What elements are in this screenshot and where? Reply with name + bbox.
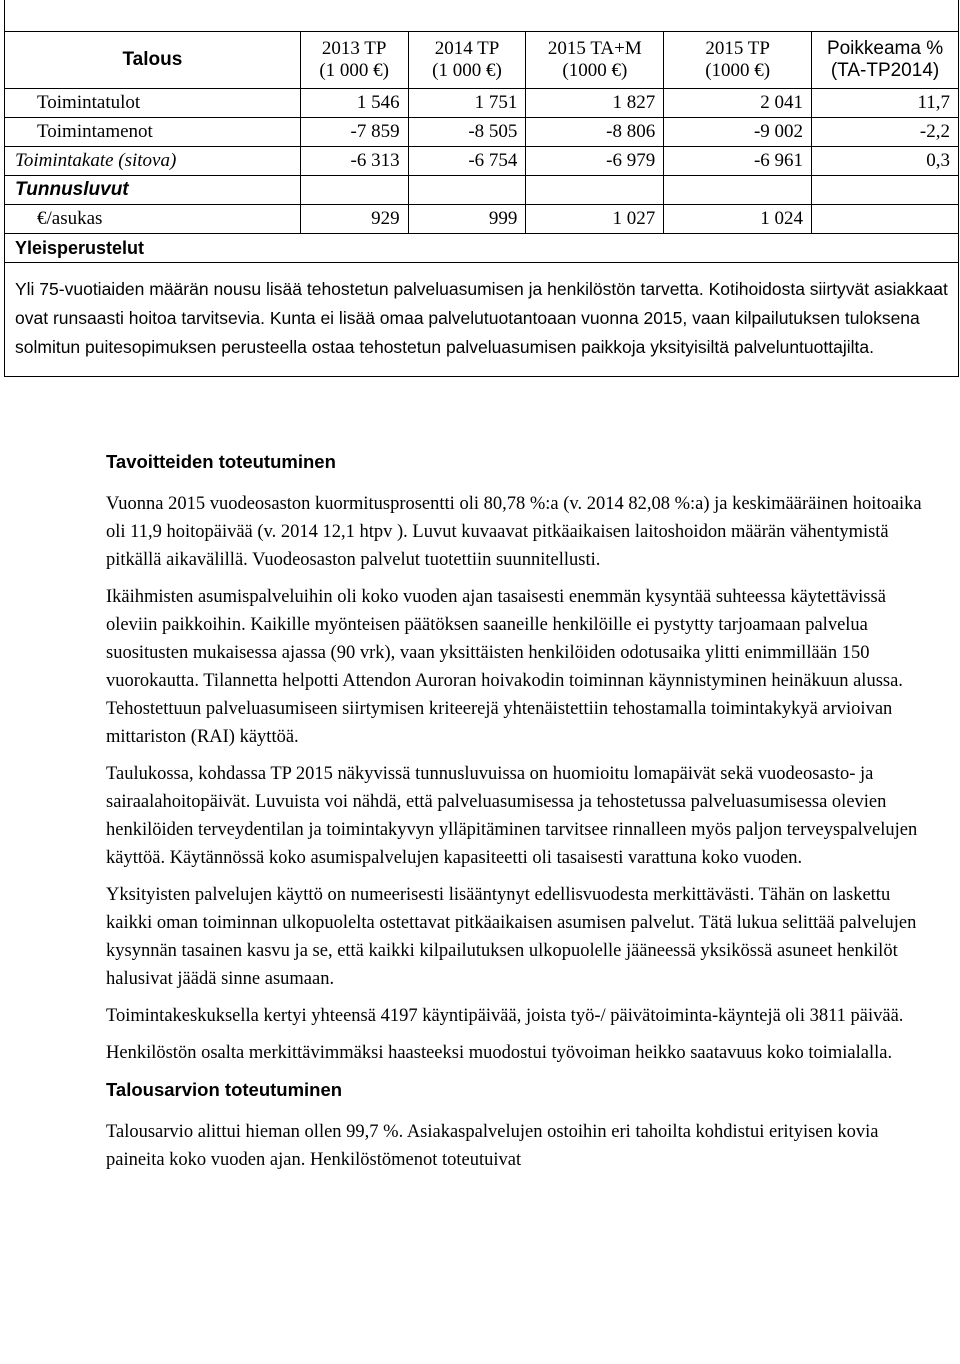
section-heading-tavoitteet: Tavoitteiden toteutuminen [106,451,336,472]
cell [812,205,959,234]
paragraph: Yksityisten palvelujen käyttö on numeerisesti lisääntynyt edellisvuodesta merkittävästi. Tähän on laskettu kaikki oman toiminnan ulkopuolelta ostettavat pitkäaikaisen asumisen palvelut. Tätä lukua selittää palvelujen kysynnän tasainen kasvu ja se, että kaikki kilpailutuksen ulkopuolelle jääneessä yksikössä asuneet henkilöt halusivat jäädä sinne asumaan. [106,885,917,989]
cell: -6 754 [408,147,526,176]
header-2015-tp: 2015 TP (1000 €) [664,32,812,89]
table-frame-top [4,0,959,32]
cell: -6 313 [300,147,408,176]
cell: 999 [408,205,526,234]
table-row [5,205,959,234]
cell: -2,2 [812,118,959,147]
cell: -8 806 [526,118,664,147]
cell: -6 979 [526,147,664,176]
cell: -8 505 [408,118,526,147]
cell: -6 961 [664,147,812,176]
table-row [5,147,959,176]
cell [526,176,664,205]
cell [408,176,526,205]
section-heading-talousarvio: Talousarvion toteutuminen [106,1079,343,1100]
header-talous: Talous [5,32,301,89]
cell: 2 041 [664,89,812,118]
row-label: €/asukas [5,205,301,234]
row-label: Toimintakate (sitova) [5,147,301,176]
cell: 929 [300,205,408,234]
row-label: Toimintatulot [5,89,301,118]
header-2013-tp: 2013 TP (1 000 €) [300,32,408,89]
row-label: Toimintamenot [5,118,301,147]
header-poikkeama: Poikkeama % (TA-TP2014) [812,32,959,89]
paragraph: Toimintakeskuksella kertyi yhteensä 4197 käyntipäivää, joista työ-/ päivätoiminta-käyntejä oli 3811 päivää. [106,1006,904,1026]
paragraph: Talousarvio alittui hieman ollen 99,7 %. Asiakaspalvelujen ostoihin eri tahoilta kohdistui erityisen kovia paineita koko vuoden ajan. Henkilöstömenot toteutuivat [106,1122,879,1170]
header-2014-tp: 2014 TP (1 000 €) [408,32,526,89]
table-row [5,263,959,377]
yleisperustelut-text: Yli 75-vuotiaiden määrän nousu lisää tehostetun palveluasumisen ja henkilöstön tarvetta. Kotihoidosta siirtyvät asiakkaat ovat runsaasti hoitoa tarvitsevia. Kunta ei lisää omaa palvelutuotantoaan vuonna 2015, vaan kilpailutuksen tuloksena solmitun puitesopimuksen perusteella ostaa tehostetun palveluasumisen paikkoja yksityisiltä palveluntuottajilta. [5,263,959,377]
table-header-row [5,32,959,89]
table-row [5,176,959,205]
row-label-tunnusluvut: Tunnusluvut [5,176,301,205]
cell: 11,7 [812,89,959,118]
cell [300,176,408,205]
row-label-yleisperustelut: Yleisperustelut [5,234,959,263]
paragraph: Ikäihmisten asumispalveluihin oli koko vuoden ajan tasaisesti enemmän kysyntää suhteessa käytettävissä oleviin paikkoihin. Kaikille myönteisen päätöksen saaneille henkilöille ei pystytty tarjoamaan palvelua suositusten mukaisessa ajassa (90 vrk), vaan yksittäisten henkilöiden odotusaika ylitti enimmillään 150 vuorokautta. Tilannetta helpotti Attendon Auroran hoivakodin toiminnan käynnistyminen heinäkuun alussa. Tehostettuun palveluasumiseen siirtymisen kriteerejä yhtenäistettiin tehostamalla toimintakykyä arvioivan mittariston (RAI) käyttöä. [106,587,903,747]
paragraph: Taulukossa, kohdassa TP 2015 näkyvissä tunnusluvuissa on huomioitu lomapäivät sekä vuodeosasto- ja sairaalahoitopäivät. Luvuista voi nähdä, että palveluasumisessa ja tehostetussa palveluasumisessa olevien henkilöiden terveydentilan ja toimintakyvyn ylläpitäminen tarvitsee rinnalleen myös paljon terveyspalvelujen käyttöä. Käytännössä koko asumispalvelujen kapasiteetti oli tasaisesti varattuna koko vuoden. [106,764,918,868]
cell: 1 027 [526,205,664,234]
table-row [5,118,959,147]
paragraph: Henkilöstön osalta merkittävimmäksi haasteeksi muodostui työvoiman heikko saatavuus koko toimialalla. [106,1043,893,1063]
paragraph: Vuonna 2015 vuodeosaston kuormitusprosentti oli 80,78 %:a (v. 2014 82,08 %:a) ja keskimääräinen hoitoaika oli 11,9 hoitopäivää (v. 2014 12,1 htpv ). Luvut kuvaavat pitkäaikaisen laitoshoidon määrän vähentymistä pitkällä aikavälillä. Vuodeosaston palvelut tuotettiin suunnitellusti. [106,494,922,570]
cell [664,176,812,205]
cell: 1 751 [408,89,526,118]
cell [812,176,959,205]
cell: 1 827 [526,89,664,118]
header-2015-ta-m: 2015 TA+M (1000 €) [526,32,664,89]
cell: -9 002 [664,118,812,147]
cell: -7 859 [300,118,408,147]
table-row [5,89,959,118]
cell: 1 024 [664,205,812,234]
cell: 0,3 [812,147,959,176]
table-row [5,234,959,263]
cell: 1 546 [300,89,408,118]
finance-table [4,31,959,377]
main-content [106,448,926,1183]
